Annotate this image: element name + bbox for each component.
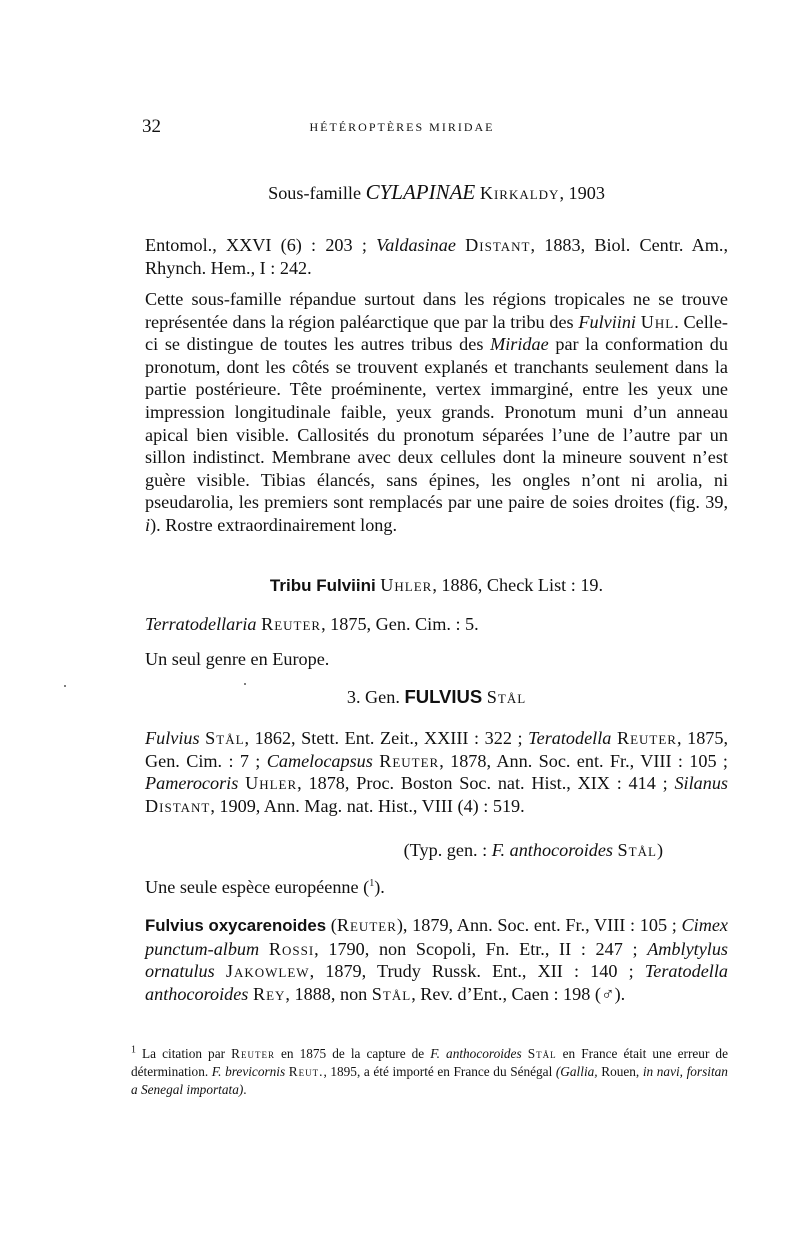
author-name: Distant bbox=[145, 795, 211, 816]
synonym-name: Pamerocoris bbox=[145, 773, 239, 794]
author-name: Reuter bbox=[261, 614, 322, 634]
author-name: Distant bbox=[465, 235, 531, 255]
genus-reference bbox=[145, 727, 728, 817]
print-speck bbox=[64, 685, 66, 687]
figure-ref: i bbox=[145, 514, 151, 535]
ref-text: , 1879, Trudy Russk. Ent., XII : 140 ; bbox=[309, 961, 645, 982]
footnote-text: en 1875 de la capture de bbox=[274, 1046, 431, 1061]
author-name: Stål bbox=[205, 728, 245, 748]
author-name: Rossi bbox=[268, 938, 315, 959]
footnote-text: . bbox=[243, 1081, 247, 1097]
author-name: Rey bbox=[252, 983, 286, 1004]
tribe-name: Tribu Fulviini bbox=[269, 576, 376, 595]
note-text: ). bbox=[374, 877, 385, 897]
author-name: Stål bbox=[371, 983, 412, 1004]
genus-author: Stål bbox=[486, 687, 527, 707]
subfamily-heading bbox=[145, 181, 728, 205]
ref-text: , 1883, Biol. Centr. Am., Rhynch. Hem., I : 242. bbox=[145, 235, 729, 278]
ref-text: , Rev. d’Ent., Caen : 198 ( bbox=[411, 983, 601, 1004]
tribe-citation: , 1886, Check List : 19. bbox=[432, 575, 604, 595]
synonym-name: Terratodellaria bbox=[145, 614, 257, 634]
author-name: Uhler bbox=[245, 773, 298, 794]
ref-text: , 1790, non Scopoli, Fn. Etr., II : 247 ; bbox=[314, 938, 648, 959]
print-speck bbox=[244, 683, 246, 685]
running-title: HÉTÉROPTÈRES MIRIDAE bbox=[309, 120, 495, 134]
footnote-marker: 1 bbox=[131, 1044, 136, 1056]
footnote bbox=[131, 1045, 728, 1098]
subfamily-name: CYLAPINAE bbox=[365, 180, 476, 204]
ref-text: (Typ. gen. : bbox=[403, 840, 492, 860]
author-name: Reuter bbox=[336, 915, 397, 935]
synonym-name: Teratodella bbox=[528, 728, 612, 748]
author-name: Stål bbox=[617, 840, 657, 860]
ref-text: , 1862, Stett. Ent. Zeit., XXIII : 322 ; bbox=[244, 728, 529, 748]
author-name: Reuter bbox=[231, 1046, 275, 1061]
tribe-note: Un seul genre en Europe. bbox=[145, 649, 330, 669]
author-name: Uhl bbox=[640, 311, 675, 332]
taxon-name: Fulviini bbox=[578, 311, 636, 332]
author-name: Stål bbox=[527, 1046, 557, 1061]
subfamily-description bbox=[145, 288, 728, 537]
synonym-name: Amblytylus ornatulus bbox=[145, 938, 729, 982]
subfamily-reference bbox=[145, 234, 728, 279]
description-text: par la conformation du pronotum, dont les côtés se trouvent explanés et tranchants seulement dans la partie postérieure. Tête proéminente, vertex immarginé, entre les yeux une impression longitudinale faible, yeux grands. Pronotum muni d’un anneau apical bien visible. Callosités du pronotum séparées l’une de l’autre par un sillon indistinct. Membrane avec deux cellules dont la mineure souvent n’est guère visible. Tibias élancés, sans épines, les ongles n’ont ni arolia, ni pseudarolia, les premiers sont remplacés par une paire de soies droites (fig. 39, bbox=[145, 334, 728, 513]
description-text: . Celle-ci se distingue de toutes les autres tribus des bbox=[145, 311, 728, 355]
latin-text: in navi, forsitan a Senegal importata) bbox=[131, 1063, 728, 1097]
author-name: Reuter bbox=[379, 750, 440, 771]
ref-text: ), 1879, Ann. Soc. ent. Fr., VIII : 105 ; bbox=[396, 915, 682, 935]
page-header bbox=[142, 116, 662, 146]
species-entry bbox=[145, 914, 728, 1005]
ref-text bbox=[456, 235, 465, 255]
ref-text: , 1909, Ann. Mag. nat. Hist., VIII (4) : 519. bbox=[210, 795, 525, 816]
tribe-author: Uhler bbox=[380, 575, 433, 595]
tribe-heading bbox=[145, 574, 728, 598]
footnote-text: en France était une erreur de détermination. bbox=[131, 1046, 728, 1079]
page-number: 32 bbox=[142, 116, 161, 137]
ref-text: , 1875, Gen. Cim. : 7 ; bbox=[145, 728, 729, 771]
tribe-synonym bbox=[145, 613, 728, 636]
subfamily-year: , 1903 bbox=[559, 183, 605, 203]
description-text: ). Rostre extraordinairement long. bbox=[150, 514, 398, 535]
genus-number: 3. Gen. bbox=[346, 687, 400, 707]
ref-text: , 1878, Ann. Soc. ent. Fr., VIII : 105 ; bbox=[439, 750, 728, 771]
species-name: F. anthocoroides bbox=[491, 840, 613, 860]
synonym-name: Silanus bbox=[674, 773, 729, 794]
synonym-name: Valdasinae bbox=[376, 235, 456, 255]
ref-text: ( bbox=[326, 915, 337, 935]
genus-heading bbox=[145, 686, 728, 709]
species-name: F. brevicornis bbox=[211, 1063, 286, 1079]
footnote-text: La citation par bbox=[136, 1046, 232, 1061]
ref-text: , 1878, Proc. Boston Soc. nat. Hist., XIX : 414 ; bbox=[297, 773, 675, 794]
species-note bbox=[145, 876, 728, 899]
ref-text: ). bbox=[614, 983, 626, 1004]
synonym-name: Teratodella anthocoroides bbox=[145, 961, 728, 1004]
footnote-text: Rouen, bbox=[597, 1063, 643, 1079]
genus-name: FULVIUS bbox=[404, 686, 483, 707]
taxon-name: Miridae bbox=[490, 334, 549, 355]
species-name: F. anthocoroides bbox=[430, 1046, 522, 1061]
male-symbol: ♂ bbox=[600, 983, 615, 1004]
subfamily-author: Kirkaldy bbox=[479, 183, 560, 203]
footnote-marker: 1 bbox=[369, 877, 375, 889]
synonym-name: Camelocapsus bbox=[266, 750, 373, 771]
author-name: Reuter bbox=[616, 728, 677, 748]
genus-name: Fulvius bbox=[145, 728, 200, 748]
ref-text: ) bbox=[656, 840, 663, 860]
description-text: Cette sous-famille répandue surtout dans les régions tropicales ne se trouve représentée dans la région paléarctique que par la tribu des bbox=[145, 289, 728, 332]
species-name: Fulvius oxycarenoides bbox=[145, 916, 327, 935]
author-name: Reut. bbox=[288, 1063, 324, 1079]
footnote-text: , 1895, a été importé en France du Sénégal bbox=[323, 1063, 556, 1079]
type-genus bbox=[145, 839, 728, 862]
locality-text: (Gallia, bbox=[555, 1063, 598, 1079]
author-name: Jakowlew bbox=[225, 961, 310, 982]
ref-text: , 1875, Gen. Cim. : 5. bbox=[321, 614, 479, 634]
ref-text: Entomol., XXVI (6) : 203 ; bbox=[145, 235, 377, 255]
synonym-name: Cimex punctum-album bbox=[145, 915, 728, 959]
subfamily-prefix: Sous-famille bbox=[268, 183, 362, 203]
note-text: Une seule espèce européenne ( bbox=[145, 877, 370, 897]
ref-text: , 1888, non bbox=[285, 983, 372, 1004]
